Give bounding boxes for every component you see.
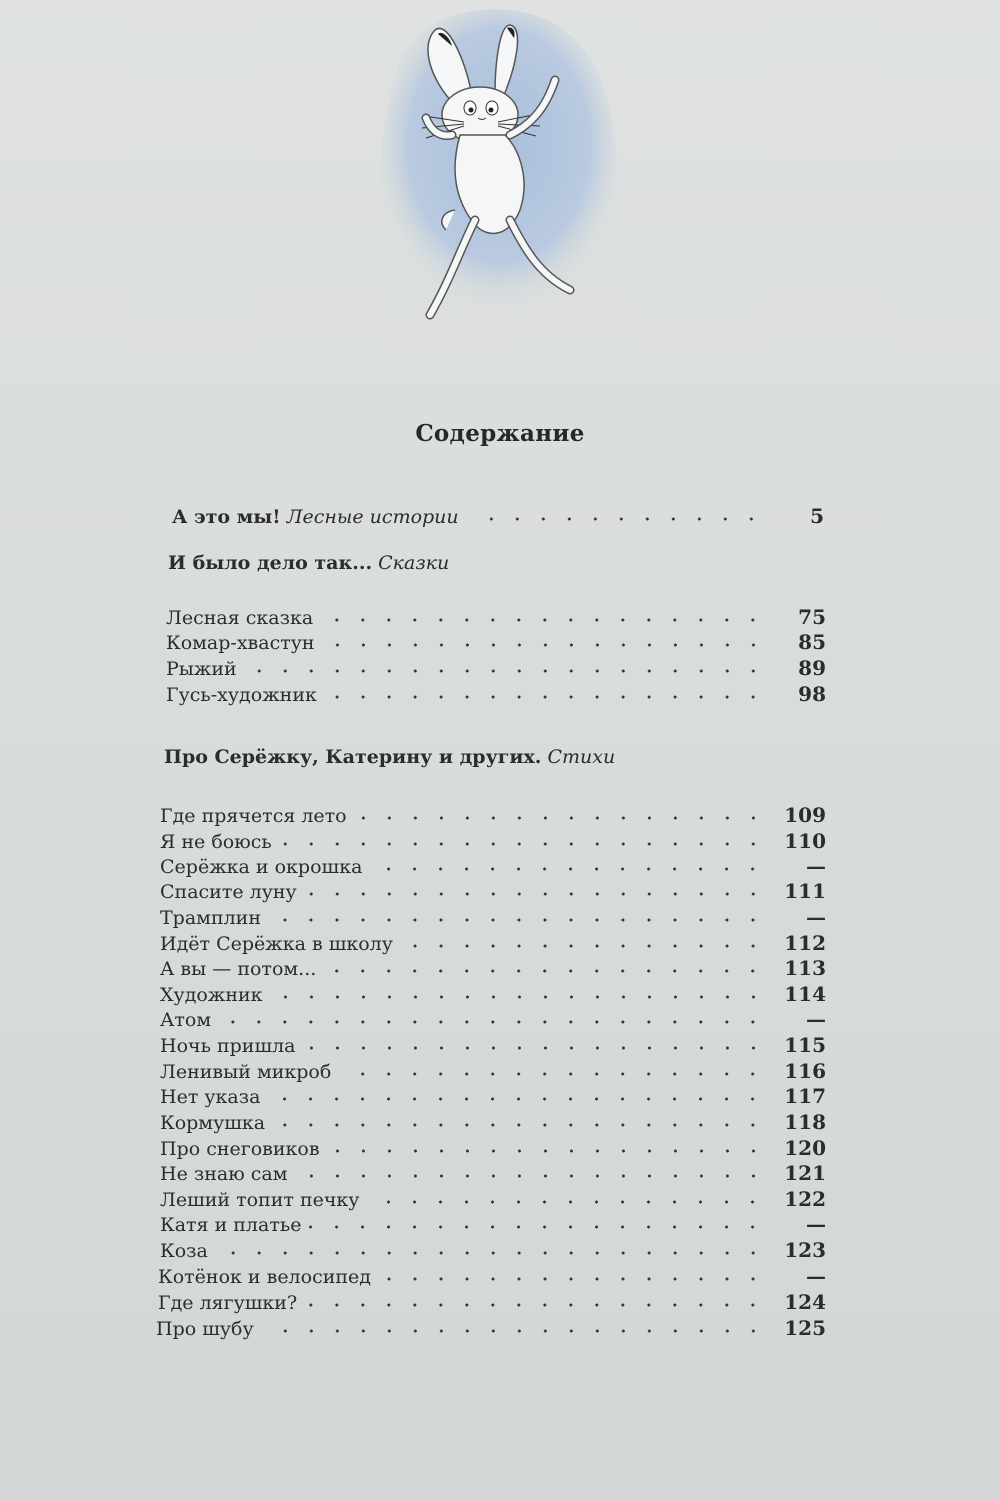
toc-entry-title: Кормушка <box>160 1112 266 1134</box>
toc-entry-title: Художник <box>160 984 263 1006</box>
dot-leader <box>309 1224 766 1230</box>
dot-leader <box>305 1302 766 1308</box>
section-heading-bold: И было дело так... <box>168 552 373 574</box>
page-number: 112 <box>784 931 826 955</box>
dot-leader <box>370 866 766 872</box>
section-heading-fairy-tales <box>168 552 449 574</box>
dot-leader <box>280 841 766 847</box>
page-number: 120 <box>784 1136 826 1160</box>
section-heading-bold: А это мы! <box>172 506 281 528</box>
toc-entry[interactable] <box>160 877 826 903</box>
dot-leader <box>321 617 766 623</box>
dot-leader <box>245 668 766 674</box>
page-number: 115 <box>784 1033 826 1057</box>
toc-entry-title: Рыжий <box>166 658 237 680</box>
page-number: 113 <box>784 956 826 980</box>
toc-entry[interactable] <box>160 1082 826 1108</box>
page-number: 114 <box>784 982 826 1006</box>
section-heading-poems <box>164 746 615 768</box>
page-number: 5 <box>810 504 824 528</box>
toc-entry-title: Атом <box>160 1009 212 1031</box>
toc-entry-title: Серёжка и окрошка <box>160 856 363 878</box>
toc-entry[interactable] <box>160 827 826 853</box>
dot-leader <box>339 1071 766 1077</box>
toc-entry[interactable] <box>158 1288 826 1314</box>
toc-entry-title: Комар-хвастун <box>166 632 315 654</box>
toc-entry-title: Идёт Серёжка в школу <box>160 933 393 955</box>
toc-entry[interactable] <box>166 680 826 706</box>
dot-leader <box>268 1096 766 1102</box>
toc-entry[interactable] <box>156 1314 826 1340</box>
dot-leader <box>355 815 766 821</box>
toc-entry-title: Не знаю сам <box>160 1163 288 1185</box>
dot-leader <box>323 642 766 648</box>
toc-entry[interactable] <box>160 1108 826 1134</box>
toc-entry-forest-stories[interactable] <box>172 488 824 528</box>
toc-entry[interactable] <box>166 654 826 680</box>
toc-entry[interactable] <box>160 1031 826 1057</box>
page-number: 116 <box>784 1059 826 1083</box>
dot-leader <box>401 943 766 949</box>
toc-entry[interactable] <box>166 628 826 654</box>
dot-leader <box>262 1328 766 1334</box>
dot-leader <box>219 1019 766 1025</box>
dot-leader <box>467 516 764 522</box>
page-number: — <box>806 1264 826 1288</box>
page-number: 85 <box>798 630 826 654</box>
toc-entry-title: Трамплин <box>160 907 262 929</box>
toc-entry-title: Котёнок и велосипед <box>158 1266 371 1288</box>
toc-entry[interactable] <box>160 954 826 980</box>
dot-leader <box>379 1276 766 1282</box>
page-number: — <box>806 854 826 878</box>
toc-entry-title: Коза <box>160 1240 208 1262</box>
toc-entry-title: Где прячется лето <box>160 805 347 827</box>
dot-leader <box>328 1148 766 1154</box>
page-number: 75 <box>798 605 826 629</box>
page-number: 122 <box>784 1187 826 1211</box>
dot-leader <box>271 994 766 1000</box>
page-number: — <box>806 1212 826 1236</box>
page-number: 89 <box>798 656 826 680</box>
dot-leader <box>216 1250 766 1256</box>
toc-entry-title: Гусь-художник <box>166 684 317 706</box>
toc-entry[interactable] <box>160 1185 826 1211</box>
toc-entry[interactable] <box>158 1262 826 1288</box>
section-heading-italic: Сказки <box>378 552 450 574</box>
toc-entry[interactable] <box>160 929 826 955</box>
page-number: 98 <box>798 682 826 706</box>
page-number: 109 <box>784 803 826 827</box>
toc-entry[interactable] <box>160 1159 826 1185</box>
toc-entry-title: Спасите луну <box>160 881 297 903</box>
page-number: 124 <box>784 1290 826 1314</box>
toc-entry-title: Катя и платье <box>160 1214 302 1236</box>
hare-illustration <box>360 0 630 330</box>
page-number: — <box>806 1007 826 1031</box>
page-number: 123 <box>784 1238 826 1262</box>
toc-entry-title: Я не боюсь <box>160 831 272 853</box>
section-heading-italic: Лесные истории <box>286 506 459 528</box>
toc-entry-title: Про снеговиков <box>160 1138 320 1160</box>
dot-leader <box>269 917 766 923</box>
page-number: 111 <box>784 879 826 903</box>
toc-entry-title: Ленивый микроб <box>160 1061 332 1083</box>
toc-entry-title: Нет указа <box>160 1086 261 1108</box>
page-number: 125 <box>784 1316 826 1340</box>
toc-entry[interactable] <box>160 1057 826 1083</box>
toc-entry[interactable] <box>160 801 826 827</box>
section-heading-italic: Стихи <box>547 746 616 768</box>
dot-leader <box>325 694 766 700</box>
toc-entry[interactable] <box>160 980 826 1006</box>
section-heading-bold: Про Серёжку, Катерину и других. <box>164 746 542 768</box>
dot-leader <box>273 1122 766 1128</box>
page-number: 110 <box>784 829 826 853</box>
toc-entry[interactable] <box>160 1134 826 1160</box>
page-number: 121 <box>784 1161 826 1185</box>
toc-entry[interactable] <box>160 1005 826 1031</box>
toc-entry-title: Про шубу <box>156 1318 254 1340</box>
page-number: — <box>806 905 826 929</box>
toc-entry-title: А вы — потом... <box>160 958 317 980</box>
page-number: 118 <box>784 1110 826 1134</box>
toc-entry[interactable] <box>160 1210 826 1236</box>
toc-entry[interactable] <box>160 1236 826 1262</box>
contents-title: Содержание <box>415 420 585 447</box>
toc-entry-title: Лесная сказка <box>166 607 314 629</box>
page-number: 117 <box>784 1084 826 1108</box>
toc-entry-title: Ночь пришла <box>160 1035 296 1057</box>
toc-entry[interactable] <box>166 603 826 629</box>
dot-leader <box>305 891 766 897</box>
dot-leader <box>296 1173 766 1179</box>
toc-entry[interactable] <box>160 903 826 929</box>
dot-leader <box>304 1045 766 1051</box>
toc-entry-title: Где лягушки? <box>158 1292 298 1314</box>
dot-leader <box>324 968 766 974</box>
dot-leader <box>367 1199 766 1205</box>
toc-entry[interactable] <box>160 852 826 878</box>
toc-entry-title: Леший топит печку <box>160 1189 360 1211</box>
